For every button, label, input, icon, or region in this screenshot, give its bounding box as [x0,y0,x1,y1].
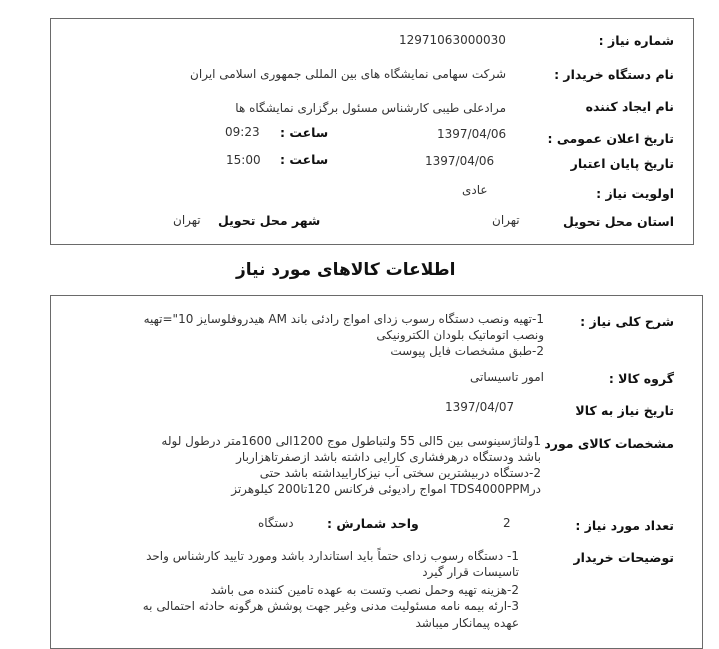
validity-end-date: 1397/04/06 [425,154,495,168]
creator-value: مرادعلی طیبی کارشناس مسئول برگزاری نمایشگاه ها [235,101,506,115]
buyer-org-value: شرکت سهامی نمایشگاه های بین المللی جمهوری اسلامی ایران [190,67,506,81]
validity-end-time: 15:00 [226,153,261,167]
goods-spec-line-3: 2-دستگاه دربیشترین سختی آب نیزکاراییداشته باشد حتی [259,466,541,480]
creator-label: نام ایجاد کننده [585,99,674,114]
quantity-value: 2 [503,516,511,530]
buyer-notes-line-4: 3-ارئه بیمه نامه مسئولیت مدنی وغیر جهت پوشش هرگونه حادثه احتمالی به [142,599,519,613]
goods-spec-line-4: درTDS4000PPM امواج رادیوئی فرکانس 120تا200 کیلوهرتز [231,482,541,496]
delivery-city-label: شهر محل تحویل [218,213,321,228]
need-date-value: 1397/04/07 [445,400,515,414]
goods-group-label: گروه کالا : [608,371,674,386]
goods-spec-line-1: 1ولتاژسینوسی بین 5الی 55 ولتباطول موج 1200الی 1600متر درطول لوله [161,434,541,448]
public-announce-time-label: ساعت : [280,125,329,140]
buyer-notes-line-2: تاسیسات قرار گیرد [422,565,519,579]
buyer-notes-line-5: عهده پیمانکار میباشد [415,616,519,630]
delivery-city-value: تهران [173,213,201,227]
buyer-org-label: نام دستگاه خریدار : [554,67,674,82]
delivery-province-value: تهران [492,213,520,227]
need-date-label: تاریخ نیاز به کالا [575,403,674,418]
buyer-notes-label: توضیحات خریدار [573,550,674,565]
general-desc-line-2: ونصب اتوماتیک بلودان الکترونیکی [376,328,544,342]
general-desc-label: شرح کلی نیاز : [580,314,674,329]
quantity-label: تعداد مورد نیاز : [575,518,674,533]
general-desc-line-1: 1-تهیه ونصب دستگاه رسوب زدای امواج رادئی باند AM هیدروفلوسایز 10"=تهیه [143,312,544,326]
need-number-value: 12971063000030 [399,33,506,47]
validity-end-label: تاریخ پایان اعتبار [570,156,674,171]
goods-spec-line-2: باشد ودستگاه درهرفشاری کارایی داشته باشد ازصفرتاهزاربار [236,450,541,464]
unit-value: دستگاه [258,516,294,530]
delivery-province-label: استان محل تحویل [562,214,674,229]
public-announce-date: 1397/04/06 [437,127,507,141]
buyer-notes-line-3: 2-هزینه تهیه وحمل نصب وتست به عهده تامین کننده می باشد [210,583,519,597]
general-desc-line-3: 2-طبق مشخصات فایل پیوست [390,344,544,358]
section-title: اطلاعات کالاهای مورد نیاز [236,260,456,280]
goods-group-value: امور تاسیساتی [470,370,544,384]
priority-value: عادی [462,183,488,197]
unit-label: واحد شمارش : [327,516,419,531]
goods-spec-label: مشخصات کالای مورد [544,436,674,451]
public-announce-time: 09:23 [225,125,260,139]
public-announce-label: تاریخ اعلان عمومی : [547,131,674,146]
buyer-notes-line-1: 1- دستگاه رسوب زدای حتماً باید استاندارد باشد ومورد تایید کارشناس واحد [146,549,519,563]
validity-end-time-label: ساعت : [280,152,329,167]
need-number-label: شماره نیاز : [598,33,674,48]
priority-label: اولویت نیاز : [596,186,674,201]
